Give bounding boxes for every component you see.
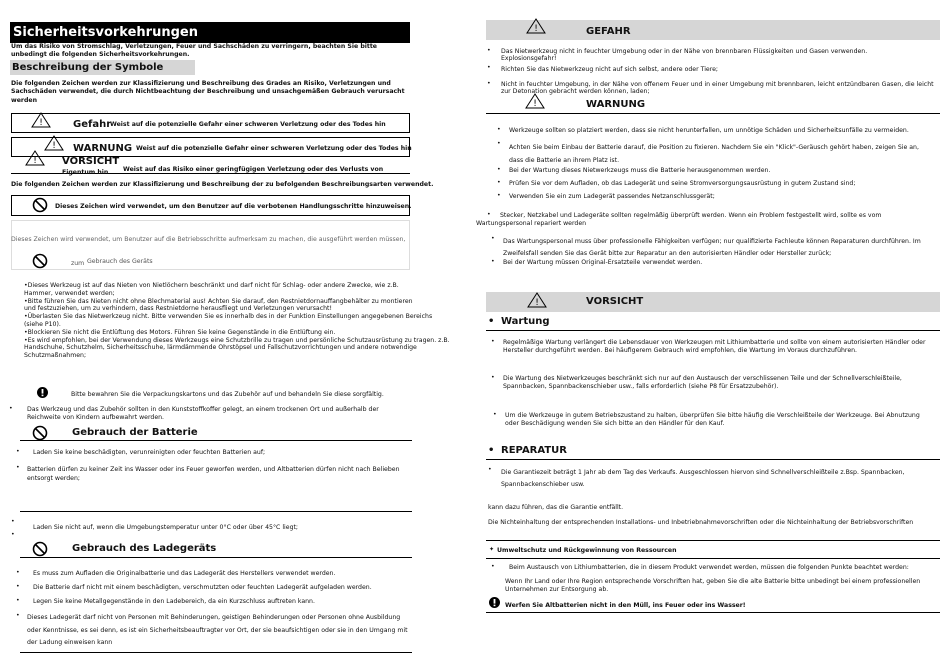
warning-triangle-icon [527,292,547,308]
plug-text: Stecker, Netzkabel und Ladegeräte sollten regelmäßig überprüft werden. Wenn ein Problem festgestellt wird, sollte es vom Wartungspersonal repariert werden [476,212,882,227]
reparatur-line-2: kann dazu führen, das die Garantie entfällt. [488,504,624,511]
vorsicht-heading: VORSICHT [586,296,644,307]
vorsicht-description: Weist auf das Risiko einer geringfügigen Verletzung oder des Verlusts von [123,166,384,173]
svg-text:!: ! [534,24,538,34]
bullet-dot: • [487,64,491,71]
gefahr-item: Richten Sie das Nietwerkzeug nicht auf sich selbst, andere oder Tiere; [501,66,719,73]
classify-intro: Die folgenden Zeichen werden zur Klassifizierung und Beschreibung der zu befolgenden Beschreibungsarten verwendet. [11,181,434,188]
bullet-dot: • [497,126,501,133]
warnung-item: Verwenden Sie ein zum Ladegerät passendes Netzanschlussgerät; [509,193,715,200]
gefahr-section-header [486,20,940,40]
charger-item: Die Batterie darf nicht mit einem beschädigten, verschmutzten oder feuchten Ladegerät aufgeladen werden. [33,584,372,591]
svg-text:!: ! [39,118,43,128]
divider [486,113,940,114]
bullet-dot: • [11,531,15,538]
bullet-dot: • [9,405,13,412]
bullet-dot: • [491,235,495,242]
bullet-dot: • [488,316,495,327]
gefahr-item: Das Nietwerkzeug nicht in feuchter Umgebung oder in der Nähe von brennbaren Flüssigkeiten und Gasen verwenden. Explosionsgefahr! [501,48,868,62]
warnung-description: Weist auf die potenzielle Gefahr einer schweren Verletzung oder des Todes hin [136,145,412,152]
warnung-item: Werkzeuge sollten so platziert werden, dass sie nicht herunterfallen, um unnötige Schäden und Sicherheitsunfälle zu vermeiden. [509,127,909,134]
reparatur-line-3: Die Nichteinhaltung der entsprechenden Installations- und Inbetriebnahmevorschriften oder die Nichteinhaltung der Betriebsvorschriften [488,519,914,526]
bullet-dot: • [487,211,491,218]
reparatur-heading: REPARATUR [501,445,567,456]
divider [20,557,412,558]
service-item: Das Wartungspersonal muss über professionelle Fähigkeiten verfügen; nur qualifizierte Fachleute können Reparaturen durchführen. Im Zweifelsfall senden Sie das Gerät bitte zur Reparatur an den autorisierten Händler oder Hersteller zurück; [503,238,921,257]
gefahr-heading: GEFAHR [586,26,631,37]
divider [486,459,940,460]
exclamation-circle-icon [489,597,500,608]
page-title: Sicherheitsvorkehrungen [10,22,410,43]
prohibit-icon [32,541,48,557]
gefahr-item: Nicht in feuchter Umgebung, in der Nähe von offenem Feuer und in einer Umgebung mit brennbaren, leicht entzündbaren Gasen, die leicht zur Detonation gebracht werden können, laden; [501,81,934,95]
list-item: •Bitte führen Sie das Nieten nicht ohne Blechmaterial aus! Achten Sie darauf, den Restnietdornauffangbehälter zu montieren und festzuziehen, um zu verhindern, dass Restnietdorne herausfliegt und Verletzungen verursacht! [24,297,413,313]
bullet-dot: ✦ [489,546,495,553]
bullet-dot: • [16,583,20,590]
wartung-item: Regelmäßige Wartung verlängert die Lebensdauer von Werkzeugen mit Lithiumbatterie und sollte von einem autorisierten Händler oder Hersteller durchgeführt werden. Bei häufigerem Gebrauch wird empfohlen, die Wartung im Voraus durchzuführen. [503,339,926,354]
warning-triangle-icon [31,112,51,128]
bullet-dot: • [497,166,501,173]
vorsicht-sub: Eigentum hin [62,169,109,176]
warning-triangle-icon [526,18,546,34]
env-item-1: Beim Austausch von Lithiumbatterien, die in diesem Produkt verwendet werden, müssen die folgenden Punkte beachtet werden: [509,564,909,571]
vorsicht-section-header [486,292,940,312]
bullet-dot: • [493,411,497,418]
svg-text:!: ! [535,298,539,308]
battery-item-2: Batterien dürfen zu keiner Zeit ins Wasser oder ins Feuer geworfen werden, und Altbatterien dürfen nicht nach Belieben entsorgt werden; [27,466,400,482]
bullet-dot: • [16,569,20,576]
divider [20,652,412,653]
tool-use-prefix: zum [71,260,85,267]
bullet-dot: • [487,47,491,54]
warnung-word: WARNUNG [73,143,133,154]
vorsicht-word: VORSICHT [62,156,120,167]
divider [20,440,412,441]
list-item: •Blockieren Sie nicht die Entlüftung des Motors. Führen Sie keine Gegenstände in die Entlüftung ein. [24,328,336,336]
prohibit-description: Dieses Zeichen wird verwendet, um den Benutzer auf die verbotenen Handlungsschritte hinzuweisen. [55,203,412,210]
svg-text:!: ! [533,99,537,109]
bullet-dot: • [11,518,15,525]
bullet-dot: • [497,179,501,186]
battery-item-1: Laden Sie keine beschädigten, verunreinigten oder feuchten Batterien auf; [33,449,266,456]
bullet-dot: • [497,192,501,199]
bullet-dot: • [491,563,495,570]
charger-item: Es muss zum Aufladen die Originalbatterie und das Ladegerät des Herstellers verwendet werden. [33,570,336,577]
divider [20,511,412,512]
warnung-item: Achten Sie beim Einbau der Batterie darauf, die Position zu fixieren. Nachdem Sie ein "Klick"-Geräusch gehört haben, zeigen Sie an, dass die Batterie an ihrem Platz ist. [509,144,919,164]
exclamation-circle-icon [37,387,48,398]
reparatur-item: Die Garantiezeit beträgt 1 Jahr ab dem Tag des Verkaufs. Ausgeschlossen hiervon sind Schnellverschleißteile z.Bsp. Spannbacken, Spannbackenschieber usw. [501,469,905,488]
svg-text:!: ! [33,156,37,166]
env-warning: Werfen Sie Altbatterien nicht in den Müll, ins Feuer oder ins Wasser! [505,602,746,609]
bullet-dot: • [491,258,495,265]
packaging-text: Bitte bewahren Sie die Verpackungskartons und das Zubehör auf und behandeln Sie diese sorgfältig. [71,391,384,398]
bullet-dot: • [497,140,501,147]
env-heading: Umweltschutz und Rückgewinnung von Ressourcen [497,547,677,554]
storage-text: Das Werkzeug und das Zubehör sollten in den Kunststoffkoffer gelegt, an einem trockenen Ort und außerhalb der Reichweite von Kindern aufbewahrt werden. [27,406,379,421]
warnung-item: Prüfen Sie vor dem Aufladen, ob das Ladegerät und seine Stromversorgungsausrüstung in gutem Zustand sind; [509,180,856,187]
prohibit-icon [32,253,48,269]
warnung-heading: WARNUNG [586,99,646,110]
gefahr-word: Gefahr [73,119,112,130]
bullet-dot: • [487,80,491,87]
warning-triangle-icon [25,150,45,166]
divider [486,330,940,331]
intro-text: Um das Risiko von Stromschlag, Verletzungen, Feuer und Sachschäden zu verringern, beachten Sie bitte unbedingt die folgenden Sicherheitsvorkehrungen. [11,43,377,59]
tool-usage-list [24,282,464,360]
warning-triangle-icon [525,93,545,109]
svg-text:!: ! [52,141,56,151]
battery-heading: Gebrauch der Batterie [72,427,198,438]
wartung-heading: Wartung [501,316,550,327]
bullet-dot: • [491,374,495,381]
bullet-dot: • [491,338,495,345]
symbols-intro: Die folgenden Zeichen werden zur Klassifizierung und Beschreibung des Grades an Risiko, Verletzungen und Sachschäden verwendet, die durch Nichtbeachtung der Beschreibung und unsachgemäßen Gebrauch verursacht werden [11,80,405,104]
list-item: •Es wird empfohlen, bei der Verwendung dieses Werkzeugs eine Schutzbrille zu tragen und persönliche Schutzausrüstung zu tragen. z.B. Handschuhe, Schutzhelm, Sicherheitsschuhe, lärmdämmende Ohrstöpsel und Fallschutzvorrichtungen und andere notwendige Schutzmaßnahmen; [24,336,450,360]
divider [486,558,940,559]
bullet-dot: • [16,597,20,604]
env-item-2: Wenn Ihr Land oder Ihre Region entsprechende Vorschriften hat, geben Sie die alte Batterie bitte unbedingt bei einem professionellen Unternehmen zur Entsorgung ab. [505,578,921,593]
tool-use-label: Gebrauch des Geräts [87,258,153,265]
warnung-item: Bei der Wartung dieses Nietwerkzeugs muss die Batterie herausgenommen werden. [509,167,771,174]
bullet-dot: • [16,612,20,619]
bullet-dot: • [16,464,20,471]
prohibit-icon [32,197,48,213]
charger-item: Dieses Ladegerät darf nicht von Personen mit Behinderungen, geistigen Behinderungen oder Personen ohne Ausbildung oder Kenntnisse, es sei denn, es ist ein Sicherheitsbeauftragter vor Ort, der sie beaufsichtigen oder sie in den Umgang mit der Ladung einweisen kann [27,614,408,646]
attention-description: Dieses Zeichen wird verwendet, um Benutzer auf die Betriebsschritte aufmerksam zu machen, die ausgeführt werden müssen, [11,236,406,243]
symbols-heading: Beschreibung der Symbole [10,60,195,75]
list-item: •Überlasten Sie das Nietwerkzeug nicht. Bitte verwenden Sie es innerhalb des in der Funktion Einstellungen angegebenen Bereichs (siehe P10). [24,313,433,328]
battery-item-3: Laden Sie nicht auf, wenn die Umgebungstemperatur unter 0°C oder über 45°C liegt; [33,524,299,531]
bullet-dot: • [16,448,20,455]
bullet-dot: • [488,445,495,456]
divider [486,540,940,541]
gefahr-description: Weist auf die potenzielle Gefahr einer schweren Verletzung oder des Todes hin [110,121,386,128]
list-item: •Dieses Werkzeug ist auf das Nieten von Nietlöchern beschränkt und darf nicht für Schlag- oder andere Zwecke, wie z.B. Hammer, verwendet werden; [24,282,399,297]
divider [486,612,940,613]
charger-heading: Gebrauch des Ladegeräts [72,543,217,554]
service-item: Bei der Wartung müssen Original-Ersatzteile verwendet werden. [503,259,703,266]
wartung-item: Um die Werkzeuge in gutem Betriebszustand zu halten, überprüfen Sie bitte häufig die Verschleißteile der Werkzeuge. Bei Abnutzung oder Beschädigung wenden Sie sich bitte an den Händler für den Kauf. [505,412,920,427]
warning-triangle-icon [44,135,64,151]
bullet-dot: • [488,466,492,473]
wartung-item: Die Wartung des Nietwerkzeuges beschränkt sich nur auf den Austausch der verschlissenen Teile und der Schnellverschleißteile, Spannbacken, Spannbackenschieber usw., falls erforderlich (siehe P8 für Ersatzzubehör). [503,375,902,390]
prohibit-icon [32,425,48,441]
charger-item: Legen Sie keine Metallgegenstände in den Ladebereich, da ein Kurzschluss auftreten kann. [33,598,315,605]
